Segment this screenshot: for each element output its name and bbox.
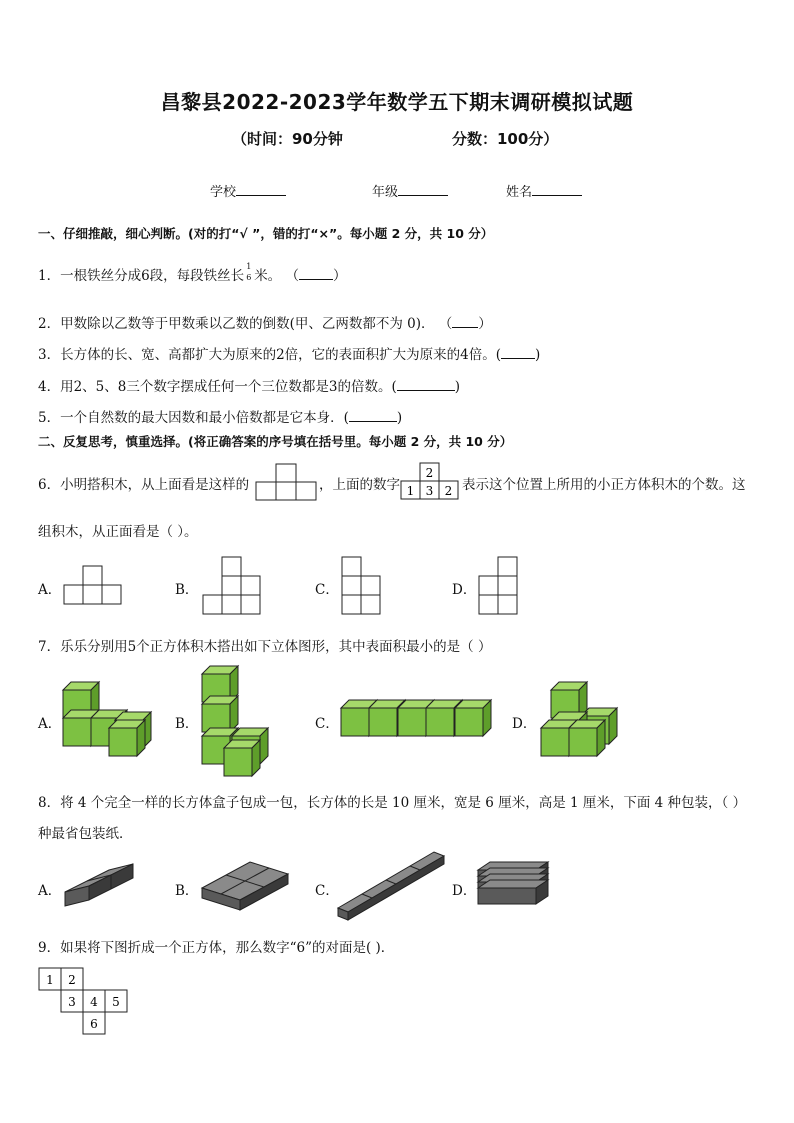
q6-figure-c — [341, 556, 383, 616]
question-1: 1．一根铁丝分成6段，每段铁丝长 1 6 米。 （ ） — [38, 261, 347, 284]
q8-figure-d — [478, 862, 552, 912]
q7-option-c[interactable]: C． — [315, 716, 339, 732]
q7-option-d[interactable]: D． — [512, 716, 537, 732]
question-6-a: 6．小明搭积木，从上面看是这样的 — [38, 477, 250, 493]
section-1-heading: 一、仔细推敲，细心判断。(对的打“√ ”，错的打“×”。每小题 2 分，共 10 分） — [38, 226, 494, 241]
q7-option-a[interactable]: A． — [38, 716, 62, 732]
question-8-line1: 8．将 4 个完全一样的长方体盒子包成一包，长方体的长是 10 厘米，宽是 6 厘米，高是 1 厘米，下面 4 种包装，（ ） — [38, 795, 747, 811]
question-6-c: 表示这个位置上所用的小正方体积木的个数。这 — [462, 477, 746, 493]
exam-time: （时间：90分钟 — [232, 130, 343, 148]
q6-figure-d — [478, 556, 520, 616]
school-field: 学校 — [210, 181, 286, 200]
question-2: 2．甲数除以乙数等于甲数乘以乙数的倒数(甲、乙两数都不为 0)． （ ） — [38, 316, 492, 332]
grade-field: 年级 — [372, 181, 448, 200]
page-title: 昌黎县2022-2023学年数学五下期末调研模拟试题 — [160, 90, 634, 114]
name-field: 姓名 — [506, 181, 582, 200]
q7-figure-a — [63, 682, 163, 762]
cube-net-figure — [38, 967, 132, 1037]
fraction: 1 6 — [246, 261, 252, 282]
q8-option-d[interactable]: D． — [452, 883, 477, 899]
question-7: 7．乐乐分别用5个正方体积木搭出如下立体图形，其中表面积最小的是（ ） — [38, 639, 492, 655]
net-number: 4 — [90, 995, 98, 1009]
net-number: 3 — [68, 995, 76, 1009]
section-2-heading: 二、反复思考，慎重选择。(将正确答案的序号填在括号里。每小题 2 分，共 10 分） — [38, 434, 513, 449]
q8-figure-b — [202, 858, 292, 910]
q6-figure-a — [63, 566, 123, 606]
q6-option-c[interactable]: C． — [315, 582, 339, 598]
grid-digit: 2 — [425, 466, 434, 480]
q8-figure-c — [338, 850, 448, 920]
q6-figure-b — [202, 556, 262, 616]
question-3: 3．长方体的长、宽、高都扩大为原来的2倍，它的表面积扩大为原来的4倍。( ) — [38, 347, 541, 363]
question-6-line2: 组积木，从正面看是（ ）。 — [38, 524, 198, 540]
grid-digit: 1 — [406, 484, 415, 498]
number-grid-figure — [401, 463, 461, 501]
net-number: 2 — [68, 973, 76, 987]
grid-digit: 2 — [444, 484, 453, 498]
net-number: 1 — [46, 973, 54, 987]
q7-figure-d — [541, 682, 641, 762]
q8-option-c[interactable]: C． — [315, 883, 339, 899]
exam-score: 分数：100分） — [452, 130, 559, 148]
net-number: 5 — [112, 995, 120, 1009]
q6-option-d[interactable]: D． — [452, 582, 477, 598]
question-6-b: ，上面的数字 — [319, 477, 400, 493]
question-5: 5．一个自然数的最大因数和最小倍数都是它本身．( ) — [38, 410, 403, 426]
q6-option-a[interactable]: A． — [38, 582, 62, 598]
q8-option-b[interactable]: B． — [175, 883, 199, 899]
q7-option-b[interactable]: B． — [175, 716, 199, 732]
question-9: 9．如果将下图折成一个正方体，那么数字“6”的对面是( )． — [38, 940, 395, 956]
top-view-figure — [256, 464, 318, 502]
question-4: 4．用2、5、8三个数字摆成任何一个三位数都是3的倍数。( ) — [38, 379, 460, 395]
q7-figure-c — [341, 700, 501, 744]
q7-figure-b — [202, 666, 282, 784]
q8-option-a[interactable]: A． — [38, 883, 62, 899]
q8-figure-a — [65, 862, 137, 912]
q6-option-b[interactable]: B． — [175, 582, 199, 598]
grid-digit: 3 — [425, 484, 434, 498]
net-number: 6 — [90, 1017, 98, 1031]
question-8-line2: 种最省包装纸． — [38, 826, 133, 842]
